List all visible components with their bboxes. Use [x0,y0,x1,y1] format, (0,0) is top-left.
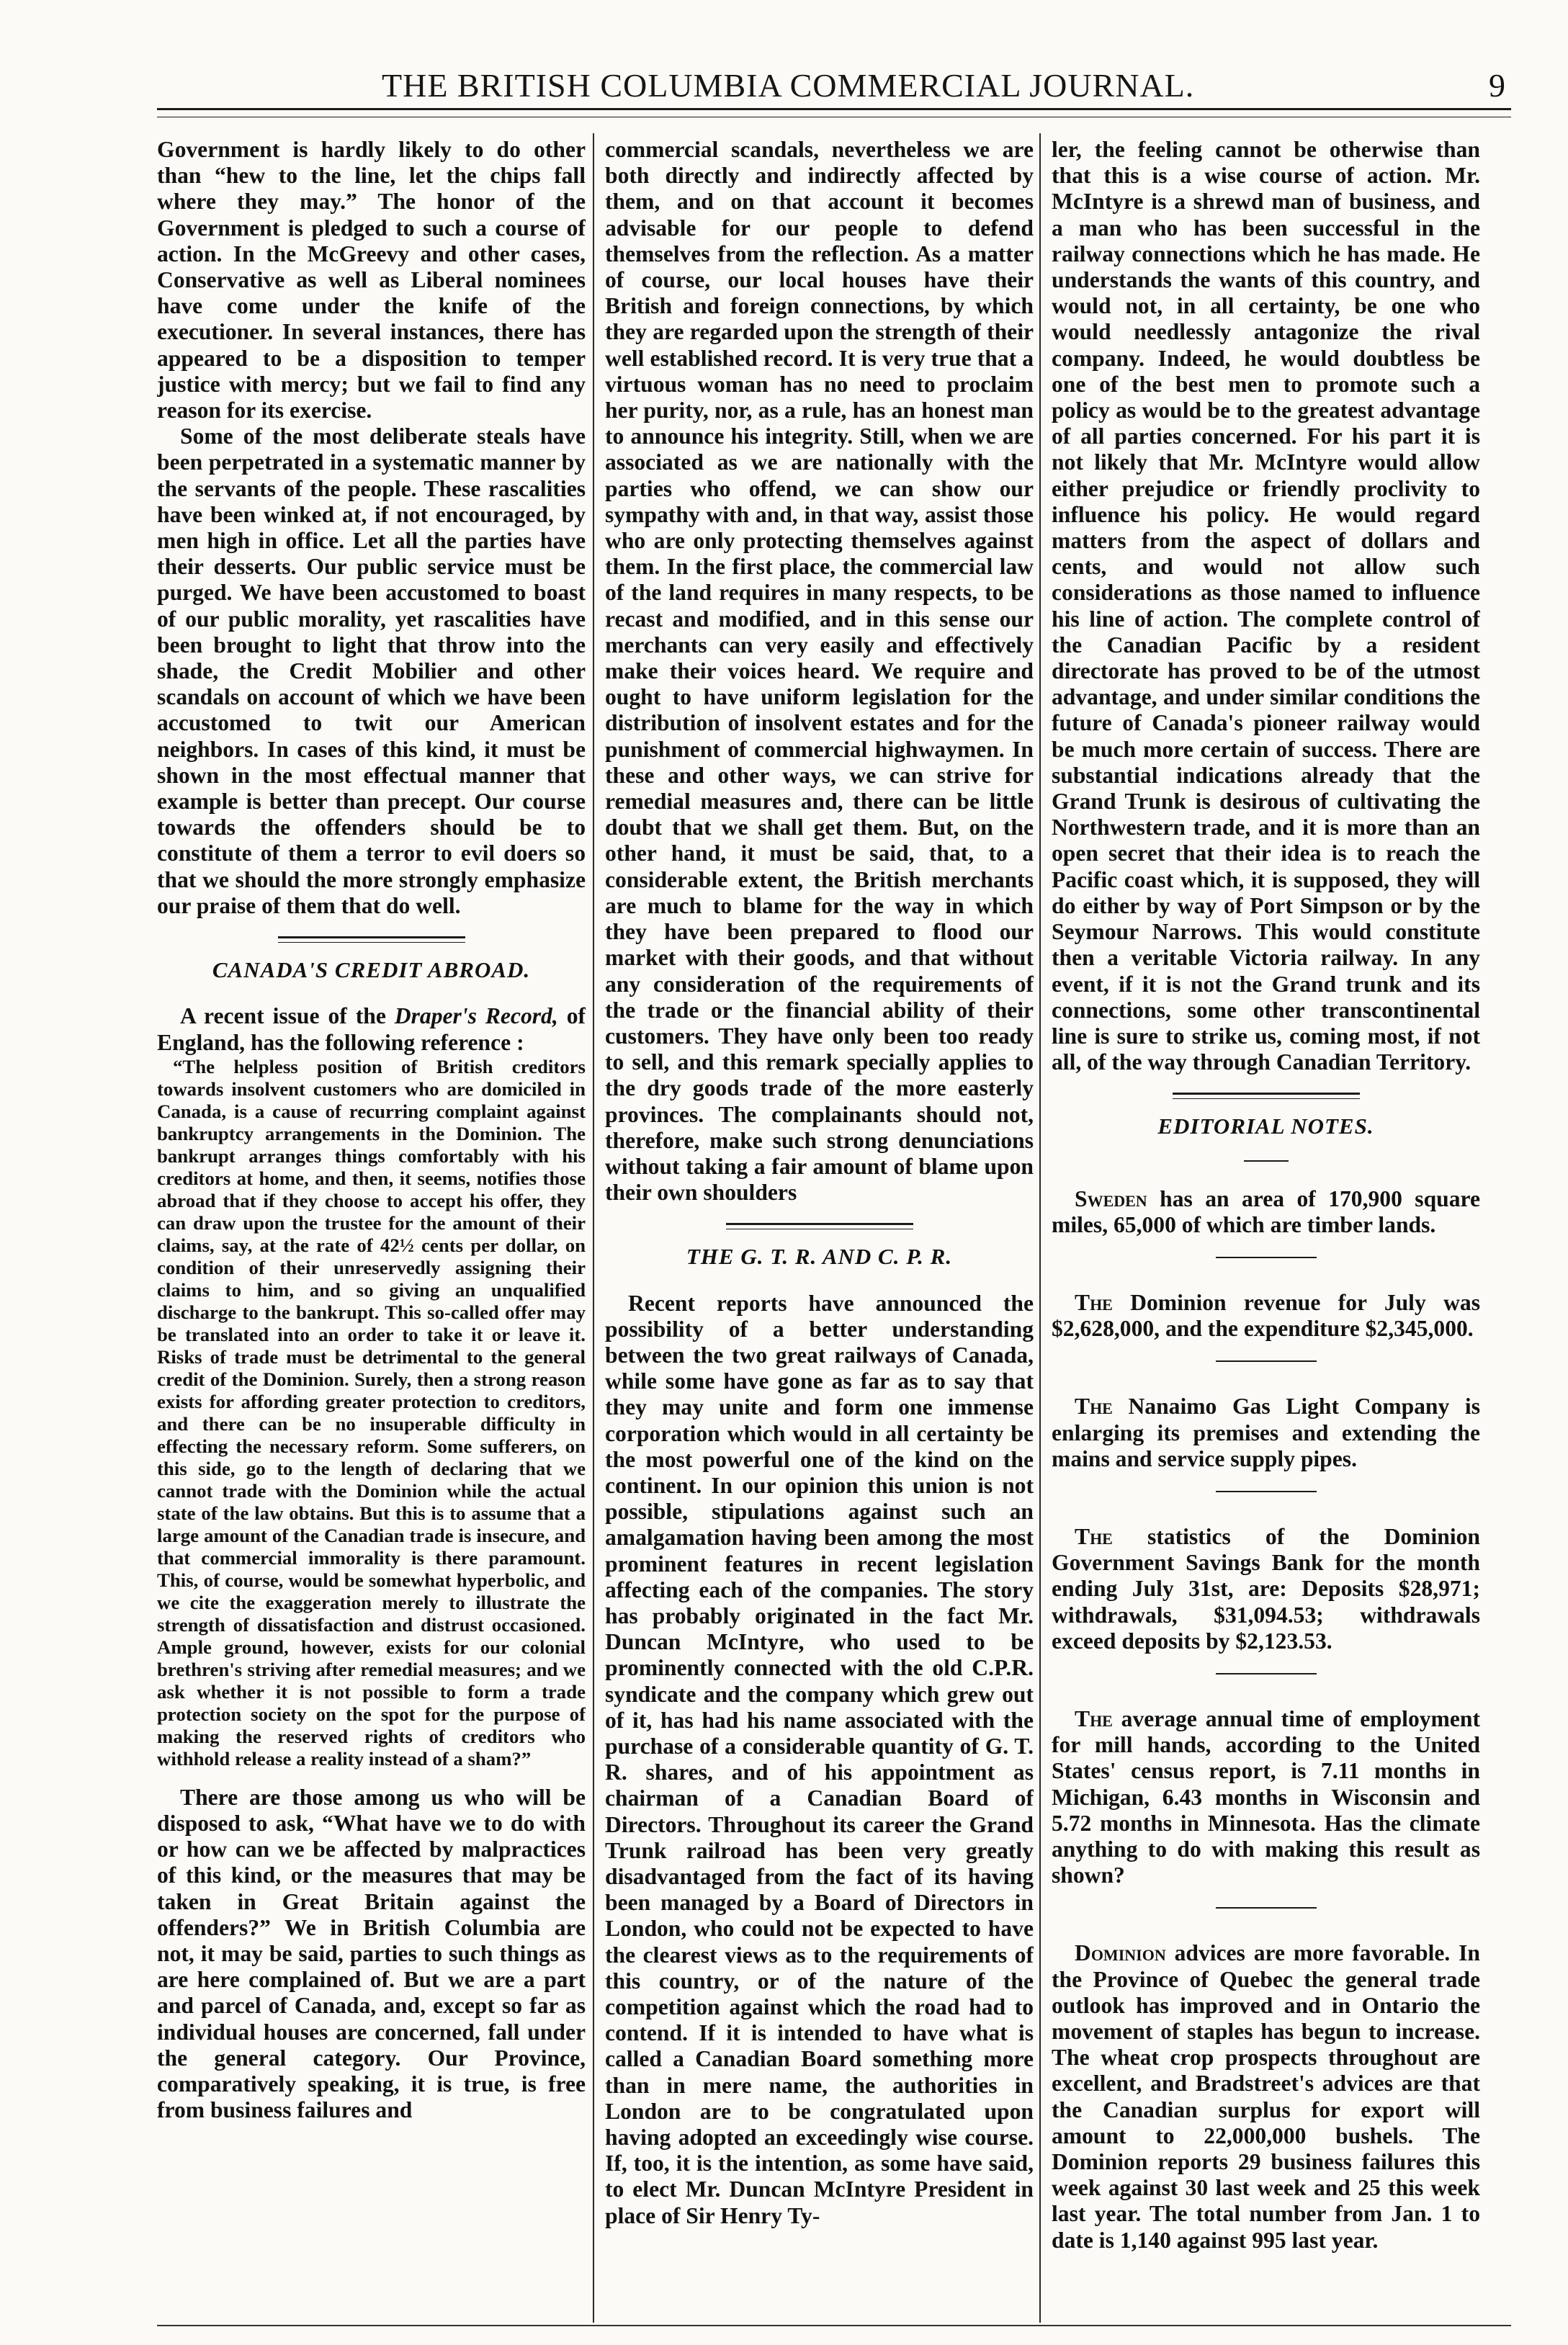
publication-name: Draper's Record, [394,1003,558,1029]
paragraph: commercial scandals, nevertheless we are both directly and indirectly affected by them, and on that account it becomes advisable for our people to defend themselves from the reflection. As a matter of course, our local houses have their British and foreign connections, by which they are regarded upon the strength of their well established record. It is very true that a virtuous woman has no need to proclaim her purity, nor, as a rule, has an honest man to announce his integrity. Still, when we are associated as we are nationally with the parties who offend, we can show our sympathy with and, in that way, assist those who are only protecting themselves against them. In the first place, the commercial law of the land requires in many respects, to be recast and modified, and in this sense our merchants can very easily and effectively make their voices heard. We require and ought to have uniform legislation for the distribution of insolvent estates and for the punishment of commercial highwaymen. In these and other ways, we can strive for remedial measures and, there can be little doubt that we shall get them. But, on the other hand, it must be said, that, to a considerable extent, the British merchants are much to blame for the way in which they have been prepared to flood our market with their goods, and that without any consideration of the requirements of the trade or the financial ability of their customers. They have only been too ready to sell, and this remark specially applies to the dry goods trade of the more easterly provinces. The complainants should not, therefore, make such strong denunciations without taking a fair amount of blame upon their own shoulders [605,137,1034,1206]
paragraph: Recent reports have announced the possibility of a better understanding between the two great railways of Canada, while some have gone as far as to say that they may unite and form one immense corporation which would in all certainty be the most powerful one of the kind on the continent. In our opinion this union is not possible, stipulations against such an amalgamation having been among the most prominent features in recent legislation affecting each of the companies. The story has probably originated in the fact Mr. Duncan McIntyre, who used to be prominently connected with the old C.P.R. syndicate and the company which grew out of it, has had his name associated with the purchase of a considerable quantity of G. T. R. shares, and of his appointment as chairman of a Canadian Board of Directors. Throughout its career the Grand Trunk railroad has been very greatly disadvantaged from the fact of its having been managed by a Board of Directors in London, who could not be expected to have the clearest views as to the requirements of this country, or of the nature of the competition against which the road had to contend. If it is intended to have what is called a Canadian Board something more than in mere name, the authorities in London are to be congratulated upon having adopted an exceedingly wise course. If, too, it is the intention, as some have said, to elect Mr. Duncan McIntyre President in place of Sir Henry Ty- [605,1290,1034,2228]
note-text: Nanaimo Gas Light Company is enlarging its premises and extending the mains and service supply pipes. [1052,1394,1480,1471]
section-heading-gtr-cpr: THE G. T. R. AND C. P. R. [686,1244,953,1270]
footer-rule [157,2325,1511,2326]
paragraph: There are those among us who will be disposed to ask, “What have we to do with or how can we be affected by malpractices of this kind, or the measures that may be taken in Great Britain against the offenders?” We in British Columbia are not, it may be said, parties to such things as are here complained of. But we are a part and parcel of Canada, and, except so far as individual houses are concerned, fall under the general category. Our Province, comparatively speaking, it is true, is free from business failures and [157,1784,586,2123]
page-header [151,66,1505,109]
text: A recent issue of the [180,1003,395,1029]
header-rule [157,108,1511,117]
block-quote: “The helpless position of British creditors towards insolvent customers who are domiciled in Canada, is a cause of recurring complaint against bankruptcy arrangements in the Dominion. The bankrupt arranges things comfortably with his creditors at home, and then, it seems, notifies those abroad that if they choose to accept his offer, they can draw upon the trustee for the amount of their claims, say, at the rate of 42½ cents per dollar, on condition of their unreservedly assigning their claims to him, and so giving an unqualified discharge to the bankrupt. This so-called offer may be translated into an order to take it or leave it. Risks of trade must be detrimental to the general credit of the Dominion. Surely, then a strong reason exists for affording greater protection to creditors, and there can be no insuperable difficulty in effecting the necessary reform. Some sufferers, on this side, go to the length of declaring that we cannot trade with the Dominion while the actual state of the law obtains. But this is to assume that a large amount of the Canadian trade is insecure, and that commercial immorality is there paramount. This, of course, would be somewhat hyperbolic, and we cite the exaggeration merely to illustrate the strength of dissatisfaction and distrust occasioned. Ample ground, however, exists for our colonial brethren's striving after remedial measures; and we ask whether it is not possible to form a trade protection society on the spot for the purpose of making the reserved rights of creditors who withhold release a reality instead of a sham?” [157,1055,586,1770]
note-text: advices are more favorable. In the Province of Quebec the general trade outlook has improved and in Ontario the movement of staples has begun to increase. The wheat crop prospects throughout are excellent, and Bradstreet's advices are that the Canadian surplus for export will amount to 22,000,000 bushels. The Dominion reports 29 business failures this week against 30 last week and 25 this week last year. The total number from Jan. 1 to date is 1,140 against 995 last year. [1052,1940,1480,2253]
section-rule [726,1223,913,1229]
editorial-note [1052,1706,1480,1888]
paragraph: Government is hardly likely to do other than “hew to the line, let the chips fall where they may.” The honor of the Government is pledged to such a course of action. In the McGreevy and other cases, Conservative as well as Liberal nominees have come under the knife of the executioner. In several instances, there has appeared to be a disposition to temper justice with mercy; but we fail to find any reason for its exercise. [157,137,586,423]
editorial-note [1052,1940,1480,2253]
editorial-note [1052,1290,1480,1342]
text: of England, has the following reference : [157,1003,586,1055]
editorial-note [1052,1394,1480,1472]
note-lead: The [1075,1705,1113,1731]
column-divider [1039,133,1041,2323]
section-heading-canadas-credit: CANADA'S CREDIT ABROAD. [212,957,531,983]
note-lead: The [1075,1523,1113,1549]
note-rule [1216,1360,1317,1362]
column-divider [593,133,594,2323]
note-rule [1216,1257,1317,1258]
note-lead: The [1075,1289,1113,1315]
note-lead: The [1075,1394,1113,1420]
paragraph: ler, the feeling cannot be otherwise than that this is a wise course of action. Mr. McIntyre is a shrewd man of business, and a man who has been successful in the railway connections which he has made. He understands the wants of this country, and would not, in all certainty, be one who would needlessly antagonize the rival company. Indeed, he would doubtless be one of the best men to promote such a policy as would be to the greatest advantage of all parties concerned. For his part it is not likely that Mr. McIntyre would allow either prejudice or friendly proclivity to influence his policy. He would regard matters from the aspect of dollars and cents, and would not allow such considerations as those named to influence his line of action. The complete control of the Canadian Pacific by a resident directorate has proved to be of the utmost advantage, and under similar conditions the future of Canada's pioneer railway would be much more certain of success. There are substantial indications already that the Grand Trunk is desirous of cultivating the Northwestern trade, and it is more than an open secret that their idea is to reach the Pacific coast which, it is supposed, they will do either by way of Port Simpson or by the Seymour Narrows. This would constitute then a veritable Victoria railway. In any event, if it is not the Grand trunk and its connections, some other transcontinental line is sure to strike us, coming most, if not all, of the way through Canadian Territory. [1052,137,1480,1075]
page-number: 9 [1489,67,1505,104]
editorial-note [1052,1524,1480,1654]
note-text: average annual time of employment for mill hands, according to the United States' census report, is 7.11 months in Michigan, 6.43 months in Wisconsin and 5.72 months in Minnesota. Has the climate anything to do with making this result as shown? [1052,1705,1480,1888]
note-lead: Sweden [1075,1185,1147,1211]
column-right [1052,137,1480,2319]
dash-rule [1244,1160,1289,1162]
paragraph: Some of the most deliberate steals have been perpetrated in a systematic manner by the servants of the people. These rascalities have been winked at, if not encouraged, by men high in office. Let all the parties have their desserts. Our public service must be purged. We have been accustomed to boast of our public morality, yet rascalities have been brought to light that throw into the shade, the Credit Mobilier and other scandals on account of which we have been accustomed to twit our American neighbors. In cases of this kind, it must be shown in the most effectual manner that example is better than precept. Our course towards the offenders should be to constitute of them a terror to evil doers so that we should the more strongly emphasize our praise of them that do well. [157,423,586,918]
note-rule [1216,1673,1317,1674]
paragraph-intro [157,1003,586,1055]
page-title: THE BRITISH COLUMBIA COMMERCIAL JOURNAL. [382,67,1195,104]
note-text: statistics of the Dominion Government Savings Bank for the month ending July 31st, are: Deposits $28,971; withdrawals, $31,094.53; withdrawals exceed deposits by $2,123.53. [1052,1523,1480,1654]
column-middle [605,137,1034,2319]
editorial-note [1052,1186,1480,1238]
section-heading-editorial-notes: EDITORIAL NOTES. [1157,1113,1374,1139]
note-text: Dominion revenue for July was $2,628,000, and the expenditure $2,345,000. [1052,1289,1480,1342]
section-rule [1173,1093,1360,1099]
note-rule [1216,1907,1317,1909]
note-text: has an area of 170,900 square miles, 65,000 of which are timber lands. [1052,1185,1480,1237]
note-rule [1216,1491,1317,1492]
note-lead: Dominion [1075,1940,1166,1966]
section-rule [278,936,465,943]
column-left [157,137,586,2319]
